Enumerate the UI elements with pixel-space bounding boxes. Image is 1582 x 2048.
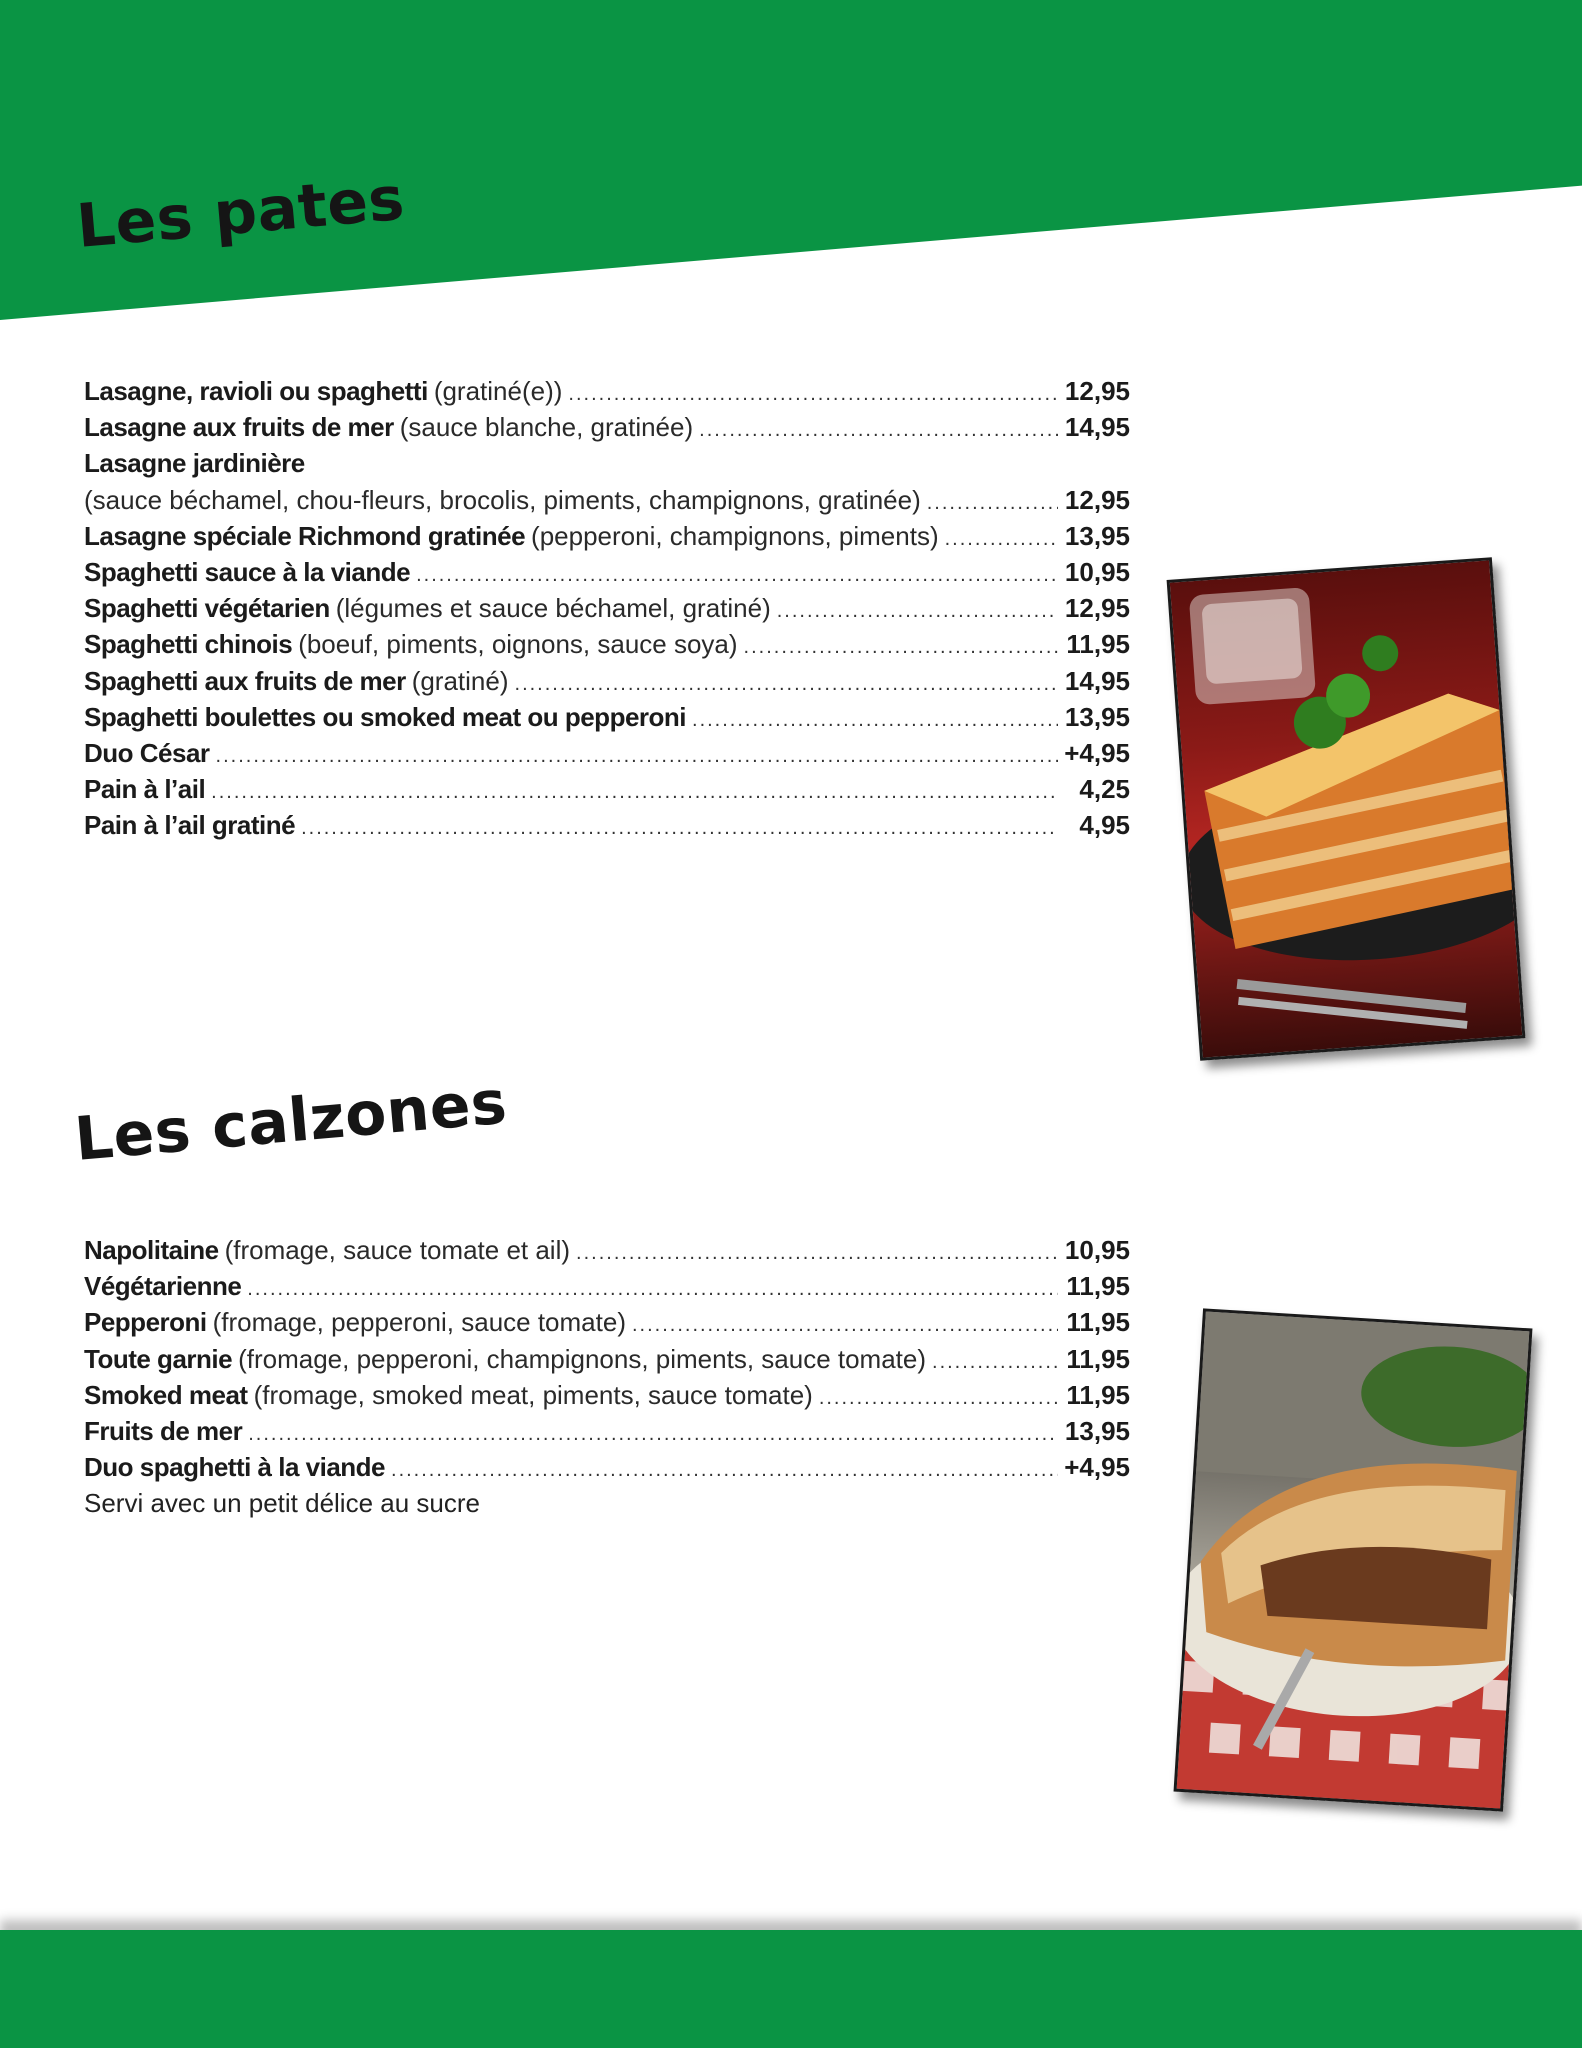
menu-note: Servi avec un petit délice au sucre: [84, 1488, 480, 1519]
item-price: 12,95: [1064, 593, 1130, 624]
menu-item: Spaghetti végétarien (légumes et sauce béchamel, gratiné) ..... 12,95: [84, 590, 1130, 626]
item-price: 11,95: [1066, 1271, 1130, 1302]
menu-item: Spaghetti boulettes ou smoked meat ou pepperoni ..... 13,95: [84, 699, 1130, 735]
menu-item: Lasagne, ravioli ou spaghetti (gratiné(e)) ..... 12,95: [84, 373, 1130, 409]
dot-leader: [632, 1307, 1058, 1343]
calzone-photo: [1174, 1308, 1533, 1811]
item-price: 4,25: [1079, 774, 1130, 805]
item-price: +4,95: [1064, 737, 1130, 768]
item-price: 13,95: [1064, 1415, 1130, 1446]
menu-item: Toute garnie (fromage, pepperoni, champignons, piments, sauce tomate) ..... 11,95: [84, 1341, 1130, 1377]
menu-item: Duo César ..... +4,95: [84, 735, 1130, 771]
menu-item-heading: Lasagne jardinière: [84, 448, 305, 479]
lasagna-photo: [1167, 557, 1526, 1061]
dot-leader: [932, 1344, 1058, 1380]
item-price: 13,95: [1064, 520, 1130, 551]
menu-item: Pain à l’ail gratiné ..... 4,95: [84, 807, 1130, 843]
item-price: 11,95: [1066, 1343, 1130, 1374]
dot-leader: [576, 1235, 1058, 1271]
item-price: 11,95: [1066, 629, 1130, 660]
menu-item: Lasagne spéciale Richmond gratinée (pepperoni, champignons, piments) ..... 13,95: [84, 518, 1130, 554]
menu-item: Napolitaine (fromage, sauce tomate et ail) ..... 10,95: [84, 1232, 1130, 1268]
menu-item-continuation: (sauce béchamel, chou-fleurs, brocolis, piments, champignons, gratinée) ..... 12,95: [84, 482, 1130, 518]
item-price: 10,95: [1064, 556, 1130, 587]
menu-item: Spaghetti aux fruits de mer (gratiné) ..... 14,95: [84, 663, 1130, 699]
item-price: 4,95: [1079, 810, 1130, 841]
dot-leader: [211, 774, 1058, 810]
dot-leader: [391, 1452, 1058, 1488]
menu-item: Smoked meat (fromage, smoked meat, piments, sauce tomate) ..... 11,95: [84, 1377, 1130, 1413]
menu-item: Pepperoni (fromage, pepperoni, sauce tomate) ..... 11,95: [84, 1304, 1130, 1340]
top-green-band: [0, 0, 1582, 320]
dot-leader: [927, 485, 1058, 521]
dot-leader: [248, 1416, 1058, 1452]
dot-leader: [515, 666, 1058, 702]
dot-leader: [568, 376, 1058, 412]
menu-item: Duo spaghetti à la viande ..... +4,95: [84, 1449, 1130, 1485]
item-price: +4,95: [1064, 1452, 1130, 1483]
bottom-green-band: [0, 1930, 1582, 2048]
menu-item: Végétarienne ..... 11,95: [84, 1268, 1130, 1304]
dot-leader: [819, 1380, 1058, 1416]
menu-item: Fruits de mer ..... 13,95: [84, 1413, 1130, 1449]
menu-item: Pain à l’ail ..... 4,25: [84, 771, 1130, 807]
item-price: 13,95: [1064, 701, 1130, 732]
item-price: 11,95: [1066, 1307, 1130, 1338]
dot-leader: [416, 557, 1058, 593]
calzone-illustration: [1177, 1312, 1530, 1809]
item-price: 10,95: [1064, 1235, 1130, 1265]
dot-leader: [692, 702, 1058, 738]
lasagna-illustration: [1170, 560, 1522, 1057]
dot-leader: [216, 738, 1058, 774]
menu-item: Lasagne aux fruits de mer (sauce blanche, gratinée) ..... 14,95: [84, 409, 1130, 445]
section-title-pates: Les pates: [73, 163, 408, 262]
dot-leader: [699, 412, 1058, 448]
dot-leader: [247, 1271, 1058, 1307]
dot-leader: [777, 593, 1058, 629]
menu-list-calzones: [84, 1232, 1130, 1522]
dot-leader: [945, 521, 1058, 557]
item-price: 12,95: [1064, 484, 1130, 515]
section-title-calzones: Les calzones: [71, 1067, 510, 1175]
dot-leader: [744, 629, 1058, 665]
item-price: 12,95: [1064, 376, 1130, 406]
menu-item: Spaghetti sauce à la viande ..... 10,95: [84, 554, 1130, 590]
item-price: 11,95: [1066, 1379, 1130, 1410]
dot-leader: [301, 810, 1058, 846]
menu-item: Spaghetti chinois (boeuf, piments, oignons, sauce soya) ..... 11,95: [84, 626, 1130, 662]
item-price: 14,95: [1064, 665, 1130, 696]
menu-list-pates: [84, 373, 1130, 843]
item-price: 14,95: [1064, 412, 1130, 443]
